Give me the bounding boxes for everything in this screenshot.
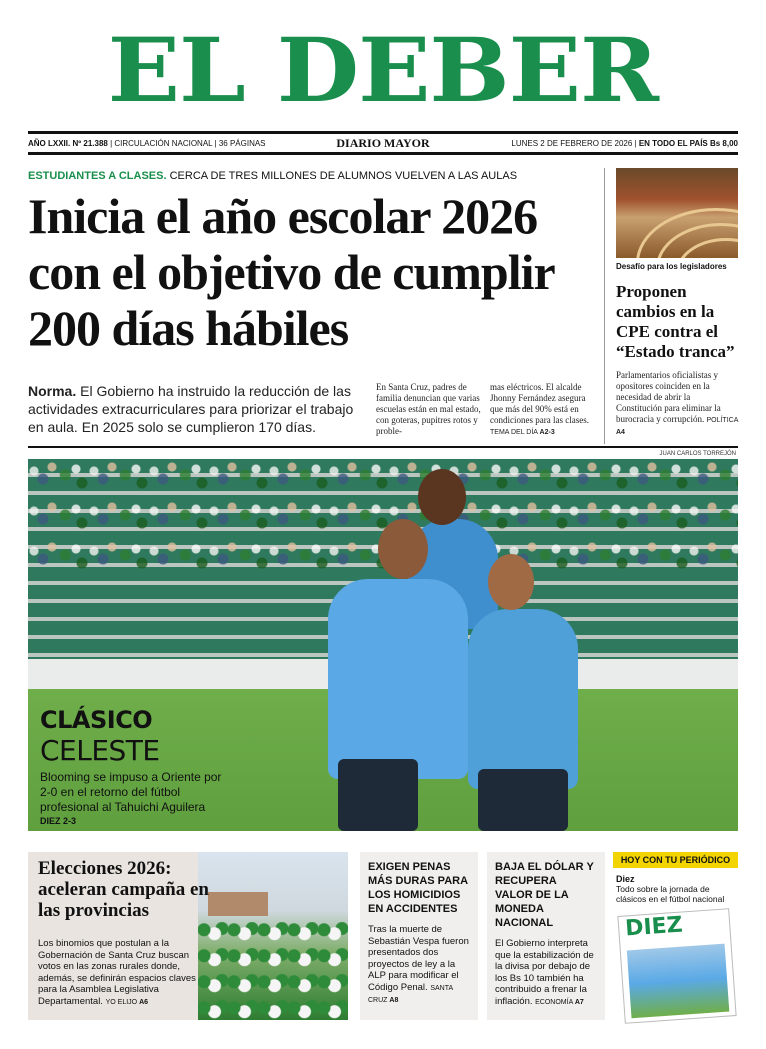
dollar-story[interactable]	[487, 852, 605, 1020]
penalties-story[interactable]	[360, 852, 478, 1020]
hero-subtitle[interactable]: CELESTE	[40, 734, 160, 767]
dollar-summary	[495, 938, 597, 1008]
kicker-text: CERCA DE TRES MILLONES DE ALUMNOS VUELVEN A LAS AULAS	[169, 170, 518, 182]
elections-summary	[38, 938, 203, 1008]
column-divider	[604, 168, 605, 444]
section-divider	[28, 446, 738, 448]
supplement-description: Todo sobre la jornada de clásicos en el fútbol nacional	[616, 884, 725, 904]
ref-page: A2-3	[539, 429, 555, 436]
lead-page-ref	[490, 429, 555, 436]
ref-page: A8	[389, 997, 399, 1004]
player-figure	[468, 609, 578, 789]
edition-bar	[28, 131, 738, 155]
supplement-name: Diez	[616, 874, 635, 884]
side-summary-text: Parlamentarios oficialistas y opositores coinciden en la necesidad de abrir la Constitución para eliminar la burocracia y corrupción.	[616, 370, 721, 424]
edition-price: EN TODO EL PAÍS Bs 8,00	[638, 138, 738, 148]
newspaper-logo[interactable]: EL DEBER	[107, 18, 659, 122]
lead-label: Norma.	[28, 383, 77, 399]
edition-date: LUNES 2 DE FEBRERO DE 2026 |	[511, 138, 639, 148]
player-head	[488, 554, 534, 610]
hero-title[interactable]: CLÁSICO	[40, 706, 153, 734]
side-photo-caption: Desafío para los legisladores	[616, 262, 727, 271]
photo-credit: JUAN CARLOS TORREJÓN	[659, 451, 736, 457]
lead-column-2-text: mas eléctricos. El alcalde Jhonny Fernández asegura que más del 90% está en condiciones para las clases.	[490, 382, 589, 425]
lead-text: El Gobierno ha instruido la reducción de las actividades extracurriculares para priorizar el trabajo en aula. En 2025 solo se cumplieron 170 días.	[28, 383, 354, 435]
player-head	[378, 519, 428, 579]
supplement-logo: DIEZ	[624, 912, 684, 942]
player-shorts	[478, 769, 568, 831]
ref-label: TEMA DEL DÍA	[490, 429, 538, 436]
lead-headline[interactable]: Inicia el año escolar 2026 con el objetivo de cumplir 200 días hábiles	[28, 188, 554, 356]
penalties-summary	[368, 924, 470, 1007]
ref-page: A6	[139, 998, 149, 1006]
player-figure	[328, 579, 468, 779]
parliament-photo	[616, 168, 738, 258]
dollar-page-ref	[535, 999, 584, 1006]
ref-label: ECONOMÍA	[535, 998, 573, 1006]
date-price	[478, 139, 738, 148]
ref-label: SANTA CRUZ	[368, 984, 453, 1004]
lead-column-1: En Santa Cruz, padres de familia denuncian que varias escuelas están en mal estado, con goteras, pupitres rotos y proble-	[376, 382, 481, 436]
penalties-headline[interactable]: EXIGEN PENAS MÁS DURAS PARA LOS HOMICIDIOS EN ACCIDENTES	[368, 861, 468, 915]
masthead	[28, 18, 738, 122]
crowd	[198, 922, 348, 1020]
circulation-info: | CIRCULACIÓN NACIONAL | 36 PÁGINAS	[107, 138, 266, 148]
ref-label: YO ELIJO	[105, 998, 138, 1006]
side-headline[interactable]: Proponen cambios en la CPE contra el “Estado tranca”	[616, 282, 735, 361]
lead-kicker	[28, 170, 598, 182]
elections-story[interactable]	[28, 852, 348, 1020]
dollar-text: El Gobierno interpreta que la estabilización de la divisa por debajo de los Bs 10 también ha contribuido a frenar la inflación.	[495, 938, 594, 1007]
hero-summary: Blooming se impuso a Oriente por 2-0 en el retorno del fútbol profesional al Tahuichi Aguilera	[40, 770, 222, 814]
ref-label: POLÍTICA	[706, 417, 738, 424]
edition-number: AÑO LXXII. Nº 21.388	[28, 138, 108, 148]
elections-headline[interactable]: Elecciones 2026: aceleran campaña en las provincias	[38, 858, 209, 921]
lead-column-2	[490, 382, 598, 438]
penalties-text: Tras la muerte de Sebastián Vespa fueron presentados dos proyectos de ley a la ALP para modificar el Código Penal.	[368, 924, 469, 993]
supplement-header: HOY CON TU PERIÓDICO	[613, 852, 738, 868]
campaign-photo	[198, 852, 348, 1020]
dollar-headline[interactable]: BAJA EL DÓLAR Y RECUPERA VALOR DE LA MONEDA NACIONAL	[495, 861, 594, 929]
lead-summary	[28, 382, 363, 436]
ref-page: A7	[574, 998, 584, 1006]
supplement-cover[interactable]	[617, 908, 736, 1024]
kicker-label: ESTUDIANTES A CLASES.	[28, 170, 167, 182]
supplement-cover-photo	[627, 944, 730, 1019]
elections-text: Los binomios que postulan a la Gobernación de Santa Cruz buscan votos en las zonas rurales donde, además, se definirán espacios claves para la Asamblea Legislativa Departamental.	[38, 938, 196, 1007]
ref-page: A4	[616, 429, 625, 436]
elections-page-ref	[106, 999, 148, 1006]
player-head	[418, 469, 466, 525]
edition-info	[28, 139, 288, 148]
side-summary	[616, 370, 738, 438]
hero-page-ref: DIEZ 2-3	[40, 816, 77, 826]
player-shorts	[338, 759, 418, 831]
supplement-promo[interactable]	[613, 852, 738, 1020]
tagline: DIARIO MAYOR	[336, 135, 430, 150]
